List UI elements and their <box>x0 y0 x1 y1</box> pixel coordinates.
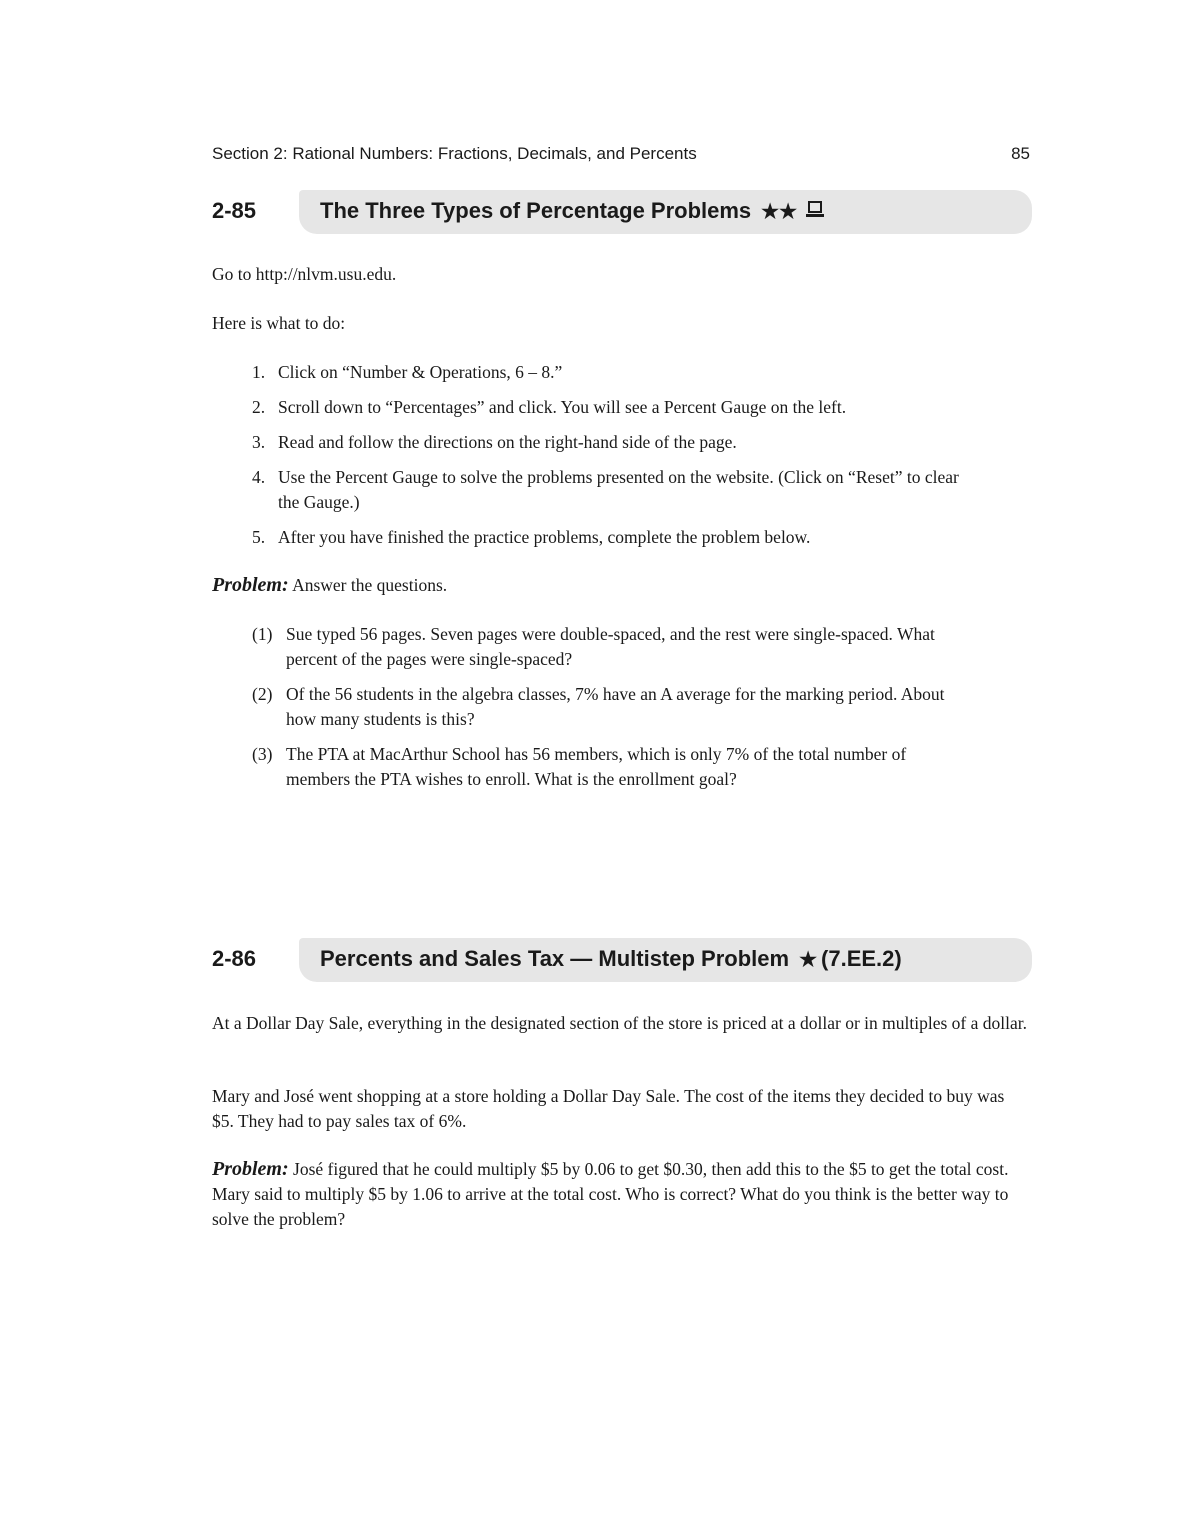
step-number: 5. <box>252 527 266 547</box>
problem-label: Problem: <box>212 1158 289 1180</box>
page-number: 85 <box>1011 144 1030 163</box>
question-number: (3) <box>252 744 273 764</box>
list-item <box>252 525 972 550</box>
difficulty-stars-icon: ★★ <box>761 201 798 223</box>
problem-text: José figured that he could multiply $5 by 0.06 to get $0.30, then add this to the $5 to get the total cost. Mary said to multiply $5 by 1.06 to arrive at the total cost. Who is correct? What do you think is the better way to solve the problem? <box>212 1159 1009 1229</box>
section-title: Section 2: Rational Numbers: Fractions, Decimals, and Percents <box>212 144 697 163</box>
activity-title <box>320 946 902 972</box>
questions-list <box>252 622 972 802</box>
intro-text: Go to http://nlvm.usu.edu. <box>212 264 397 284</box>
activity-banner-2-85 <box>212 190 1032 234</box>
list-item <box>252 465 972 515</box>
standard-code: (7.EE.2) <box>821 946 902 971</box>
running-header <box>212 144 1030 168</box>
activity-title-text: Percents and Sales Tax — Multistep Problem <box>320 946 790 971</box>
paragraph-shopping: Mary and José went shopping at a store holding a Dollar Day Sale. The cost of the items they decided to buy was $5. They had to pay sales tax of 6%. <box>212 1086 1005 1131</box>
list-item <box>252 395 972 420</box>
step-number: 3. <box>252 432 266 452</box>
activity-banner-2-86 <box>212 938 1032 982</box>
list-item <box>252 682 972 732</box>
activity-title-text: The Three Types of Percentage Problems <box>320 198 752 223</box>
paragraph-dollar-day: At a Dollar Day Sale, everything in the designated section of the store is priced at a dollar or in multiples of a dollar. <box>212 1013 1027 1033</box>
question-text: The PTA at MacArthur School has 56 members, which is only 7% of the total number of members the PTA wishes to enroll. What is the enrollment goal? <box>286 744 907 789</box>
question-number: (2) <box>252 684 273 704</box>
steps-list <box>252 360 972 560</box>
list-item <box>252 360 972 385</box>
step-number: 4. <box>252 467 266 487</box>
activity-title <box>320 198 825 225</box>
question-text: Of the 56 students in the algebra classes, 7% have an A average for the marking period. About how many students is this? <box>286 684 945 729</box>
step-text: Use the Percent Gauge to solve the problems presented on the website. (Click on “Reset” to clear the Gauge.) <box>278 467 959 512</box>
activity-title-bar <box>299 190 1032 234</box>
instructions-lead: Here is what to do: <box>212 313 346 333</box>
question-text: Sue typed 56 pages. Seven pages were double-spaced, and the rest were single-spaced. What percent of the pages were single-spaced? <box>286 624 935 669</box>
step-text: Click on “Number & Operations, 6 – 8.” <box>278 362 563 382</box>
problem-label: Problem: <box>212 574 289 596</box>
question-number: (1) <box>252 624 273 644</box>
problem-statement <box>212 573 1012 598</box>
step-number: 2. <box>252 397 266 417</box>
step-text: After you have finished the practice problems, complete the problem below. <box>278 527 811 547</box>
list-item <box>252 430 972 455</box>
problem-statement <box>212 1157 1034 1232</box>
step-text: Scroll down to “Percentages” and click. You will see a Percent Gauge on the left. <box>278 397 847 417</box>
activity-number: 2-85 <box>212 198 257 223</box>
list-item <box>252 622 972 672</box>
list-item <box>252 742 972 792</box>
step-text: Read and follow the directions on the right-hand side of the page. <box>278 432 737 452</box>
activity-number: 2-86 <box>212 946 257 971</box>
problem-text: Answer the questions. <box>292 575 448 595</box>
activity-title-bar <box>299 938 1032 982</box>
difficulty-star-icon: ★ <box>799 949 818 971</box>
step-number: 1. <box>252 362 266 382</box>
computer-icon <box>805 199 825 225</box>
